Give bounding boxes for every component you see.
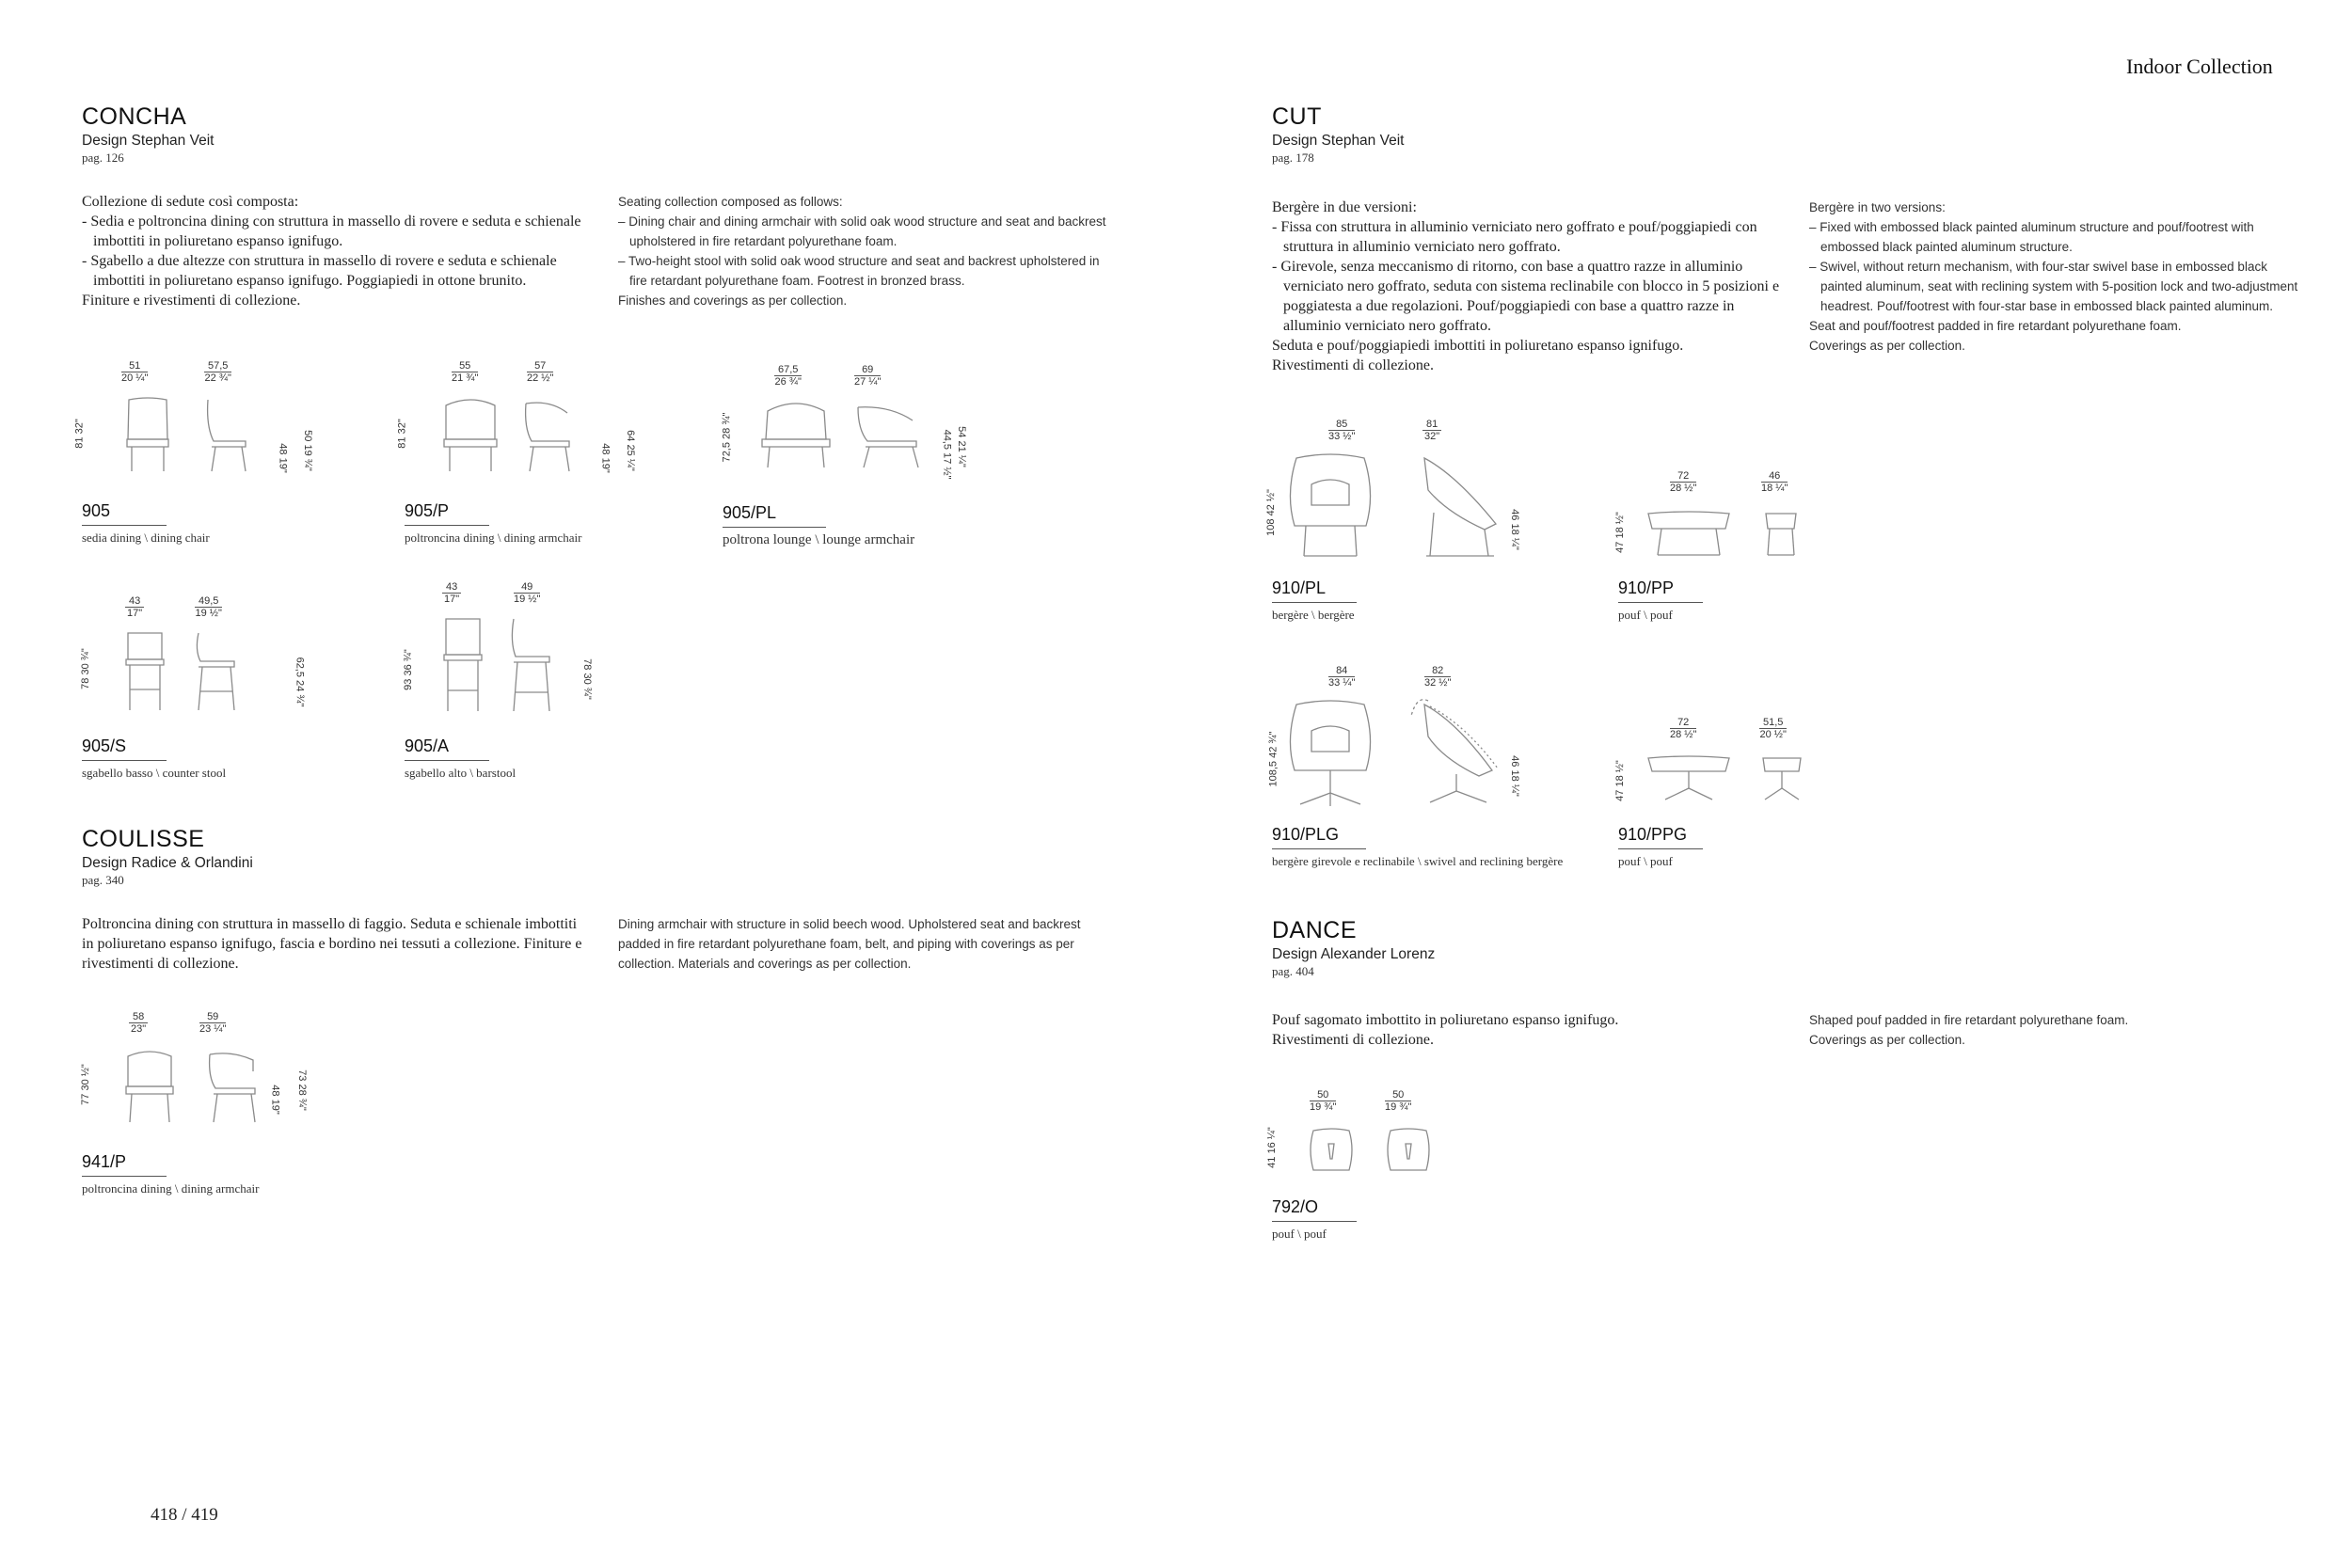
lounge-side-drawing bbox=[854, 402, 926, 467]
width-dim: 43 17" bbox=[125, 595, 144, 619]
width-dim: 72 28 ½" bbox=[1670, 470, 1697, 494]
product-label bbox=[1618, 578, 1703, 623]
product-code: 910/PL bbox=[1272, 578, 1357, 603]
arm-height-dim: 50 19 ¾" bbox=[301, 430, 313, 471]
product-code: 910/PPG bbox=[1618, 825, 1703, 849]
product-label bbox=[1618, 825, 1703, 869]
concha-header bbox=[82, 103, 214, 166]
depth-dim: 50 19 ¾" bbox=[1385, 1089, 1412, 1113]
text-line: Bergère in due versioni: bbox=[1272, 199, 1417, 215]
text-line: - Fissa con struttura in alluminio verniciato nero goffrato e pouf/poggiapiedi con struttura in alluminio verniciato nero goffrato. bbox=[1272, 219, 1757, 255]
swivel-bergere-side-drawing bbox=[1409, 693, 1503, 806]
barstool-front-drawing bbox=[442, 617, 484, 711]
height-dim: 47 18 ½" bbox=[1613, 760, 1626, 801]
pouf-front-drawing bbox=[1308, 1129, 1355, 1172]
height-dim: 108,5 42 ¾" bbox=[1267, 731, 1279, 787]
product-910-pl bbox=[1264, 419, 1592, 630]
depth-dim: 57,5 22 ¾" bbox=[204, 360, 231, 384]
product-code: 910/PP bbox=[1618, 578, 1703, 603]
barstool-side-drawing bbox=[508, 617, 555, 711]
width-dim: 43 17" bbox=[442, 581, 461, 605]
text-line: Bergère in two versions: bbox=[1809, 200, 1946, 214]
text-line: – Two-height stool with solid oak wood structure and seat and backrest upholstered in fire retardant polyurethane foam. Footrest in bronzed brass. bbox=[618, 254, 1100, 288]
seat-height-dim: 44,5 17 ½" bbox=[941, 429, 953, 480]
seat-height-dim: 48 19" bbox=[269, 1085, 281, 1115]
concha-text-it bbox=[82, 192, 590, 310]
coulisse-header bbox=[82, 826, 253, 888]
product-caption: poltrona lounge \ lounge armchair bbox=[723, 532, 915, 547]
depth-dim: 49,5 19 ½" bbox=[195, 595, 222, 619]
depth-dim: 81 32" bbox=[1422, 419, 1441, 442]
height-dim: 77 30 ½" bbox=[79, 1064, 91, 1105]
text-line: Finishes and coverings as per collection. bbox=[618, 293, 848, 308]
depth-dim: 82 32 ½" bbox=[1424, 665, 1452, 689]
text-line: - Girevole, senza meccanismo di ritorno, con base a quattro razze in alluminio verniciato nero goffrato, seduta con sistema reclinabile con blocco in 5 posizioni e poggiatesta a due regolazioni. Pouf/poggiapiedi con base a quattro razze in alluminio verniciato nero goffrato. bbox=[1272, 259, 1780, 334]
product-label bbox=[82, 501, 210, 546]
seat-height-dim: 62,5 24 ¾" bbox=[294, 657, 306, 707]
collection-title: Indoor Collection bbox=[2126, 55, 2273, 78]
section-title: CUT bbox=[1272, 103, 1322, 130]
product-910-pp bbox=[1613, 470, 1844, 630]
text-line: Seat and pouf/footrest padded in fire retardant polyurethane foam. bbox=[1809, 319, 2182, 333]
text-line: - Sgabello a due altezze con struttura in massello di rovere e seduta e schienale imbottiti in poliuretano espanso ignifugo. Poggiapiedi in ottone brunito. bbox=[82, 253, 557, 289]
product-label bbox=[405, 501, 581, 546]
text-line: Rivestimenti di collezione. bbox=[1272, 357, 1434, 373]
product-caption: pouf \ pouf bbox=[1618, 854, 1673, 868]
text-line: Pouf sagomato imbottito in poliuretano espanso ignifugo. bbox=[1272, 1012, 1619, 1028]
armchair-side-drawing bbox=[522, 398, 579, 471]
text-line: Finiture e rivestimenti di collezione. bbox=[82, 293, 301, 309]
product-caption: pouf \ pouf bbox=[1618, 608, 1673, 622]
seat-height-dim: 46 18 ¼" bbox=[1508, 755, 1520, 797]
stool-side-drawing bbox=[193, 631, 240, 710]
depth-dim: 59 23 ¼" bbox=[199, 1011, 227, 1035]
dance-text-en bbox=[1809, 1010, 2298, 1050]
product-code: 905/P bbox=[405, 501, 489, 526]
armchair-front-drawing bbox=[124, 1051, 175, 1122]
arm-height-dim: 54 21 ¼" bbox=[955, 426, 967, 467]
depth-dim: 69 27 ¼" bbox=[854, 364, 882, 388]
swivel-pouf-front-drawing bbox=[1646, 754, 1731, 801]
product-910-ppg bbox=[1613, 717, 1844, 881]
text-line: - Sedia e poltroncina dining con struttura in massello di rovere e seduta e schienale imbottiti in poliuretano espanso ignifugo. bbox=[82, 214, 581, 249]
product-label bbox=[82, 736, 226, 781]
text-line: Seduta e pouf/poggiapiedi imbottiti in poliuretano espanso ignifugo. bbox=[1272, 338, 1684, 354]
product-905-s bbox=[79, 595, 364, 784]
height-dim: 47 18 ½" bbox=[1613, 512, 1626, 553]
height-dim: 81 32" bbox=[73, 419, 86, 449]
product-caption: sedia dining \ dining chair bbox=[82, 531, 210, 545]
height-dim: 93 36 ¾" bbox=[402, 649, 414, 690]
swivel-pouf-side-drawing bbox=[1761, 754, 1803, 801]
product-caption: sgabello basso \ counter stool bbox=[82, 766, 227, 780]
product-label bbox=[1272, 578, 1357, 623]
page-ref: pag. 340 bbox=[82, 873, 124, 887]
product-label bbox=[723, 503, 914, 548]
product-code: 792/O bbox=[1272, 1197, 1357, 1222]
chair-side-drawing bbox=[204, 398, 251, 471]
pouf-side-drawing bbox=[1385, 1129, 1432, 1172]
dance-text-it bbox=[1272, 1010, 1780, 1050]
section-title: CONCHA bbox=[82, 103, 187, 130]
width-dim: 58 23" bbox=[129, 1011, 148, 1035]
product-label bbox=[82, 1152, 259, 1196]
arm-height-dim: 64 25 ¼" bbox=[624, 430, 636, 471]
product-caption: pouf \ pouf bbox=[1272, 1227, 1327, 1241]
product-941-p bbox=[79, 1011, 364, 1199]
concha-text-en bbox=[618, 192, 1107, 310]
coulisse-text-en: Dining armchair with structure in solid beech wood. Upholstered seat and backrest padded in fire retardant polyurethane foam, belt, and piping with coverings as per collection. Materials and coverings as per collection. bbox=[618, 917, 1081, 971]
width-dim: 55 21 ¾" bbox=[452, 360, 479, 384]
text-line: Seating collection composed as follows: bbox=[618, 195, 843, 209]
width-dim: 72 28 ½" bbox=[1670, 717, 1697, 740]
product-label bbox=[1272, 1197, 1357, 1242]
width-dim: 84 33 ¼" bbox=[1328, 665, 1356, 689]
text-line: Collezione di sedute così composta: bbox=[82, 194, 299, 210]
lounge-front-drawing bbox=[760, 402, 832, 467]
seat-height-dim: 46 18 ¼" bbox=[1508, 509, 1520, 550]
text-line: – Swivel, without return mechanism, with four-star swivel base in embossed black painted aluminum, seat with reclining system with 5-position lock and two-adjustment headrest. Pouf/footrest with four-star base in embossed black painted aluminum. bbox=[1809, 260, 2298, 313]
bergere-front-drawing bbox=[1283, 456, 1377, 556]
pouf-side-drawing bbox=[1764, 510, 1798, 555]
width-dim: 67,5 26 ¾" bbox=[774, 364, 802, 388]
designer: Design Stephan Veit bbox=[1272, 133, 1405, 149]
armchair-side-drawing bbox=[204, 1051, 261, 1122]
depth-dim: 57 22 ½" bbox=[527, 360, 554, 384]
coulisse-text-it: Poltroncina dining con struttura in massello di faggio. Seduta e schienale imbottiti in poliuretano espanso ignifugo, fascia e bordino nei tessuti a collezione. Finiture e rivestimenti di collezione. bbox=[82, 916, 582, 972]
width-dim: 51 20 ¼" bbox=[121, 360, 149, 384]
designer: Design Stephan Veit bbox=[82, 133, 215, 149]
text-line: Rivestimenti di collezione. bbox=[1272, 1032, 1434, 1048]
height-dim: 81 32" bbox=[396, 419, 408, 449]
product-code: 941/P bbox=[82, 1152, 167, 1177]
product-code: 905/A bbox=[405, 736, 489, 761]
product-code: 910/PLG bbox=[1272, 825, 1366, 849]
product-caption: bergère girevole e reclinabile \ swivel and reclining bergère bbox=[1272, 854, 1564, 868]
cut-text-it bbox=[1272, 198, 1780, 375]
seat-height-dim: 48 19" bbox=[599, 443, 612, 473]
text-line: – Fixed with embossed black painted aluminum structure and pouf/footrest with embossed black painted aluminum structure. bbox=[1809, 220, 2254, 254]
section-title: DANCE bbox=[1272, 917, 1358, 943]
cut-header bbox=[1272, 103, 1404, 166]
product-label bbox=[405, 736, 516, 781]
cut-text-en bbox=[1809, 198, 2298, 356]
product-792-o bbox=[1265, 1089, 1517, 1259]
arm-height-dim: 73 28 ¾" bbox=[295, 1069, 308, 1111]
text-line: Coverings as per collection. bbox=[1809, 339, 1965, 353]
product-caption: poltroncina dining \ dining armchair bbox=[82, 1181, 260, 1196]
height-dim: 41 16 ¼" bbox=[1265, 1127, 1278, 1168]
pouf-front-drawing bbox=[1646, 510, 1731, 555]
depth-dim: 46 18 ¼" bbox=[1761, 470, 1788, 494]
text-line: Coverings as per collection. bbox=[1809, 1033, 1965, 1047]
product-label bbox=[1272, 825, 1563, 869]
product-code: 905 bbox=[82, 501, 167, 526]
product-code: 905/PL bbox=[723, 503, 826, 528]
seat-height-dim: 48 19" bbox=[277, 443, 289, 473]
dance-header bbox=[1272, 917, 1435, 979]
bergere-side-drawing bbox=[1419, 456, 1503, 556]
product-905-pl bbox=[723, 364, 1024, 562]
armchair-front-drawing bbox=[442, 398, 499, 471]
seat-height-dim: 78 30 ¾" bbox=[580, 658, 593, 700]
text-line: Shaped pouf padded in fire retardant polyurethane foam. bbox=[1809, 1013, 2129, 1027]
depth-dim: 49 19 ½" bbox=[514, 581, 541, 605]
product-caption: bergère \ bergère bbox=[1272, 608, 1355, 622]
product-905 bbox=[73, 360, 364, 548]
designer: Design Radice & Orlandini bbox=[82, 855, 253, 871]
designer: Design Alexander Lorenz bbox=[1272, 946, 1436, 962]
product-caption: poltroncina dining \ dining armchair bbox=[405, 531, 582, 545]
height-dim: 108 42 ½" bbox=[1264, 489, 1277, 536]
page-ref: pag. 126 bbox=[82, 150, 124, 165]
width-dim: 85 33 ½" bbox=[1328, 419, 1356, 442]
chair-front-drawing bbox=[124, 398, 171, 471]
page-ref: pag. 178 bbox=[1272, 150, 1314, 165]
height-dim: 72,5 28 ¾" bbox=[721, 412, 733, 463]
height-dim: 78 30 ¾" bbox=[79, 648, 91, 689]
product-code: 905/S bbox=[82, 736, 167, 761]
depth-dim: 51,5 20 ½" bbox=[1759, 717, 1787, 740]
product-910-plg bbox=[1267, 665, 1611, 881]
stool-front-drawing bbox=[124, 631, 166, 710]
swivel-bergere-front-drawing bbox=[1283, 703, 1377, 806]
product-caption: sgabello alto \ barstool bbox=[405, 766, 516, 780]
page-ref: pag. 404 bbox=[1272, 964, 1314, 978]
text-line: – Dining chair and dining armchair with solid oak wood structure and seat and backrest upholstered in fire retardant polyurethane foam. bbox=[618, 214, 1106, 248]
page-numbers: 418 / 419 bbox=[151, 1505, 218, 1525]
product-905-a bbox=[402, 581, 687, 784]
product-905-p bbox=[396, 360, 687, 548]
width-dim: 50 19 ¾" bbox=[1310, 1089, 1337, 1113]
section-title: COULISSE bbox=[82, 826, 205, 852]
